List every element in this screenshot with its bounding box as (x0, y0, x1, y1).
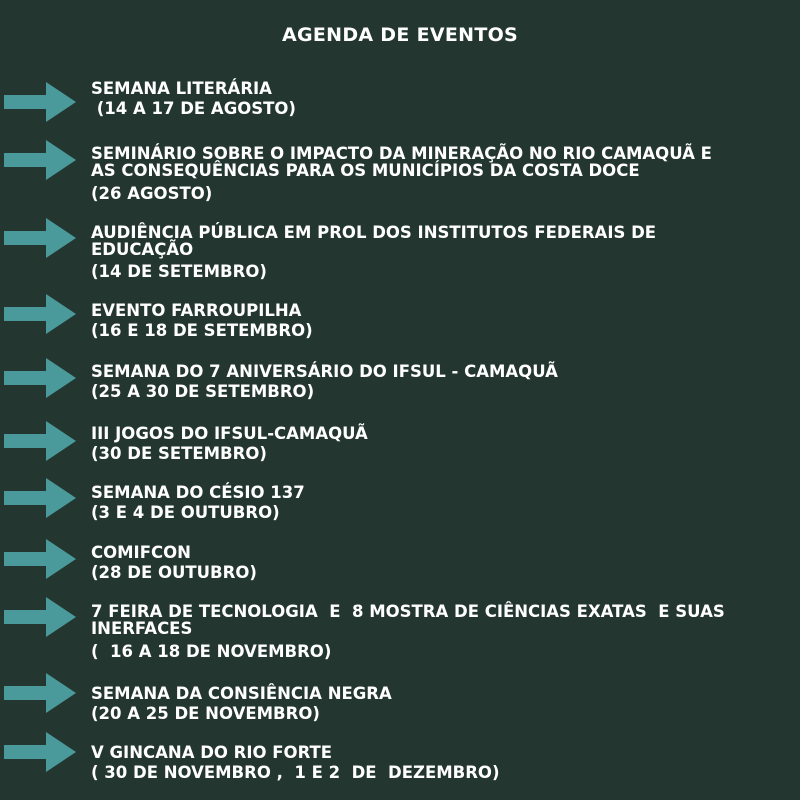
arrow-right-icon (4, 539, 76, 579)
event-name: SEMANA LITERÁRIA (91, 79, 272, 98)
event-name: EVENTO FARROUPILHA (91, 301, 302, 320)
event-date: (16 E 18 DE SETEMBRO) (91, 321, 313, 340)
arrow-right-icon (4, 421, 76, 461)
event-name: COMIFCON (91, 543, 191, 562)
event-date: (20 A 25 DE NOVEMBRO) (91, 704, 320, 723)
arrow-right-icon (4, 478, 76, 518)
event-name: SEMANA DA CONSIÊNCIA NEGRA (91, 684, 392, 703)
arrow-right-icon (4, 673, 76, 713)
arrow-right-icon (4, 358, 76, 398)
arrow-right-icon (4, 294, 76, 334)
event-name: SEMANA DO 7 ANIVERSÁRIO DO IFSUL - CAMAQUÃ (91, 362, 558, 381)
event-name: III JOGOS DO IFSUL-CAMAQUÃ (91, 424, 368, 443)
event-date: (25 A 30 DE SETEMBRO) (91, 382, 315, 401)
event-date: ( 16 A 18 DE NOVEMBRO) (91, 642, 332, 661)
event-date: (26 AGOSTO) (91, 184, 213, 203)
event-name: SEMINÁRIO SOBRE O IMPACTO DA MINERAÇÃO NO RIO CAMAQUÃ E AS CONSEQUÊNCIAS PARA OS MUNICÍPIOS DA COSTA DOCE (91, 144, 712, 180)
event-name: 7 FEIRA DE TECNOLOGIA E 8 MOSTRA DE CIÊNCIAS EXATAS E SUAS INERFACES (91, 602, 725, 638)
event-name: SEMANA DO CÉSIO 137 (91, 483, 305, 502)
arrow-right-icon (4, 218, 76, 258)
event-date: (3 E 4 DE OUTUBRO) (91, 503, 280, 522)
arrow-right-icon (4, 732, 76, 772)
event-name: AUDIÊNCIA PÚBLICA EM PROL DOS INSTITUTOS FEDERAIS DE EDUCAÇÃO (91, 223, 657, 259)
arrow-right-icon (4, 140, 76, 180)
event-date: (14 A 17 DE AGOSTO) (91, 99, 296, 118)
event-date: (14 DE SETEMBRO) (91, 262, 267, 281)
event-date: ( 30 DE NOVEMBRO , 1 E 2 DE DEZEMBRO) (91, 763, 500, 782)
arrow-right-icon (4, 82, 76, 122)
page-title: AGENDA DE EVENTOS (281, 24, 519, 46)
arrow-right-icon (4, 597, 76, 637)
event-date: (30 DE SETEMBRO) (91, 444, 267, 463)
event-date: (28 DE OUTUBRO) (91, 563, 257, 582)
event-name: V GINCANA DO RIO FORTE (91, 743, 333, 762)
